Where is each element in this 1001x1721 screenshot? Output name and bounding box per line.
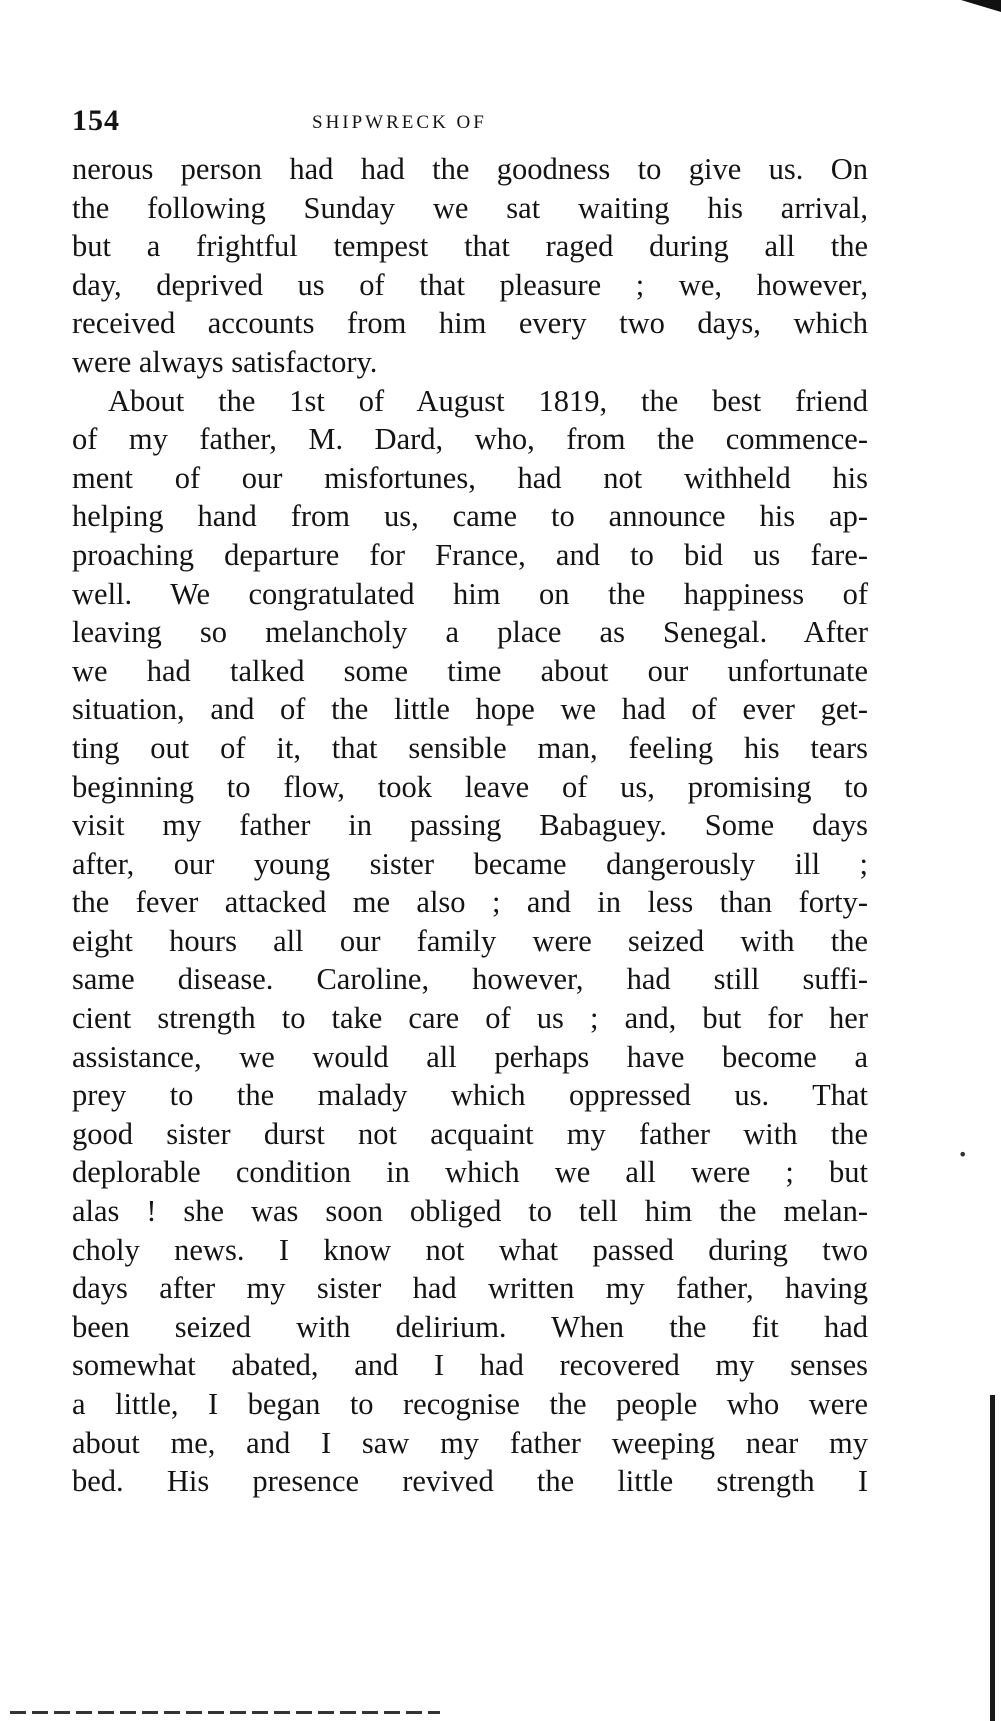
text-line: about me, and I saw my father weeping near my (72, 1425, 868, 1460)
text-line: same disease. Caroline, however, had still suffi- (72, 962, 868, 997)
text-line: ment of our misfortunes, had not withheld his (72, 460, 868, 495)
text-line: beginning to flow, took leave of us, promising to (72, 769, 868, 804)
text-line: cient strength to take care of us ; and, but for her (72, 1001, 868, 1036)
page-header (72, 104, 862, 144)
text-line: deplorable condition in which we all were ; but (72, 1155, 868, 1190)
text-line: helping hand from us, came to announce his ap- (72, 499, 868, 534)
text-line: ting out of it, that sensible man, feeling his tears (72, 730, 868, 765)
page-edge-mark (961, 0, 1001, 12)
page-number: 154 (72, 104, 120, 137)
text-line: days after my sister had written my father, having (72, 1271, 868, 1306)
scan-specks: • (958, 1145, 968, 1164)
text-line: day, deprived us of that pleasure ; we, however, (72, 267, 868, 302)
text-line: we had talked some time about our unfortunate (72, 653, 868, 688)
text-line: choly news. I know not what passed during two (72, 1232, 868, 1267)
text-line: been seized with delirium. When the fit had (72, 1309, 868, 1344)
text-line: situation, and of the little hope we had of ever get- (72, 692, 868, 727)
text-line: were always satisfactory. (72, 344, 378, 379)
text-line: somewhat abated, and I had recovered my senses (72, 1348, 868, 1383)
text-line: after, our young sister became dangerously ill ; (72, 846, 868, 881)
text-line: good sister durst not acquaint my father with the (72, 1116, 868, 1151)
text-line: received accounts from him every two days, which (72, 306, 868, 341)
text-line: visit my father in passing Babaguey. Some days (72, 808, 868, 843)
text-line: the fever attacked me also ; and in less than forty- (72, 885, 868, 920)
text-line: of my father, M. Dard, who, from the commence- (72, 422, 868, 457)
text-line: but a frightful tempest that raged during all the (72, 229, 868, 264)
body-text (72, 150, 868, 1501)
text-line: assistance, we would all perhaps have become a (72, 1039, 868, 1074)
running-head: SHIPWRECK OF (312, 112, 487, 133)
text-line: nerous person had had the goodness to give us. On (72, 152, 868, 186)
page-edge-line (990, 1395, 995, 1721)
text-line: proaching departure for France, and to bid us fare- (72, 537, 868, 572)
text-line: a little, I began to recognise the people who were (72, 1387, 868, 1421)
text-line: alas ! she was soon obliged to tell him the melan- (72, 1194, 868, 1229)
text-line: prey to the malady which oppressed us. That (72, 1078, 868, 1113)
text-line: the following Sunday we sat waiting his arrival, (72, 190, 868, 225)
scan-bottom-rule (10, 1711, 440, 1714)
text-line: leaving so melancholy a place as Senegal. After (72, 615, 868, 650)
paragraph-first-line: About the 1st of August 1819, the best friend (108, 383, 868, 418)
text-line: eight hours all our family were seized with the (72, 923, 868, 958)
text-line: bed. His presence revived the little strength I (72, 1464, 868, 1499)
text-line: well. We congratulated him on the happiness of (72, 576, 868, 611)
